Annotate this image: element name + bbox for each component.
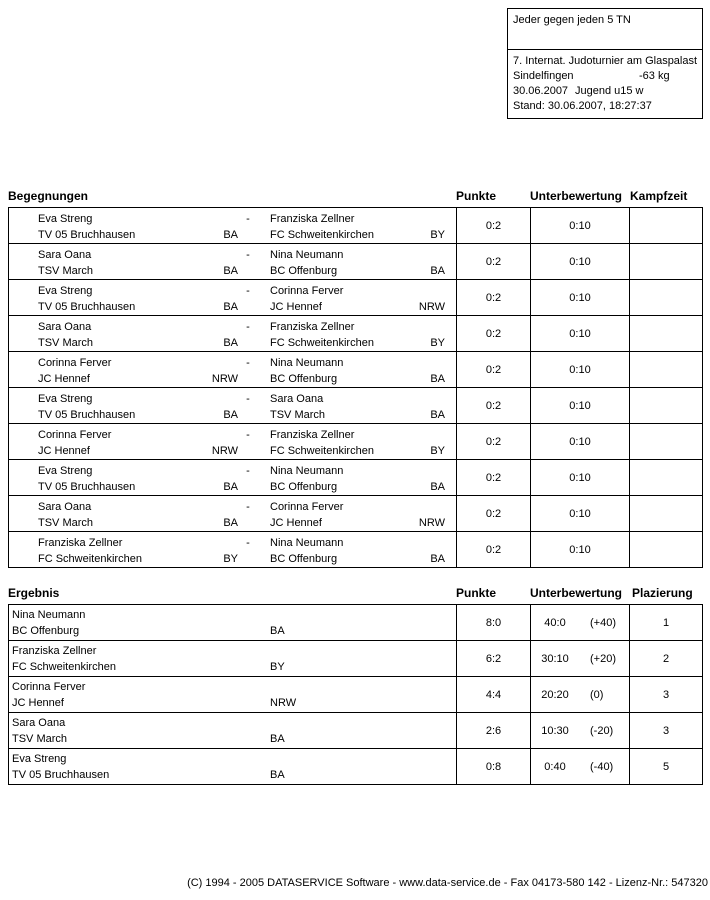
bout-fighters-cell xyxy=(9,388,456,423)
bout-punkte-cell xyxy=(456,352,530,387)
bout-punkte-cell xyxy=(456,496,530,531)
result-fighter-cell xyxy=(9,641,456,676)
result-plazierung-cell xyxy=(629,641,702,676)
fighter2-state: BA xyxy=(430,481,445,493)
result-punkte: 0:8 xyxy=(485,760,502,773)
bout-unterbewertung-cell xyxy=(530,532,629,567)
fighter1-state: BY xyxy=(223,553,238,565)
fighter1-state: BA xyxy=(223,481,238,493)
fighter1-club: TSV March xyxy=(38,265,94,277)
result-punkte-cell xyxy=(456,677,530,712)
fighter-name: Franziska Zellner xyxy=(12,645,97,657)
fighter2-name: Corinna Ferver xyxy=(270,501,344,513)
bout-kampfzeit-cell xyxy=(629,532,702,567)
tournament-name: 7. Internat. Judoturnier am Glaspalast xyxy=(513,55,698,67)
versus-separator: - xyxy=(246,249,250,261)
bout-unterbewertung: 0:10 xyxy=(569,399,591,412)
bout-punkte: 0:2 xyxy=(485,543,502,556)
bout-punkte: 0:2 xyxy=(485,219,502,232)
fighter1-name: Sara Oana xyxy=(38,321,92,333)
bout-unterbewertung: 0:10 xyxy=(569,363,591,376)
fighter1-club: TSV March xyxy=(38,517,94,529)
weight-class: -63 kg xyxy=(639,70,670,82)
col-header-plazierung: Plazierung xyxy=(632,586,693,600)
tournament-mode xyxy=(508,9,702,50)
versus-separator: - xyxy=(246,213,250,225)
fighter1-state: NRW xyxy=(211,373,238,385)
fighter2-name: Nina Neumann xyxy=(270,357,344,369)
bout-unterbewertung: 0:10 xyxy=(569,543,591,556)
fighter1-name: Eva Streng xyxy=(38,465,93,477)
fighter2-state: BA xyxy=(430,373,445,385)
result-unterbewertung: 0:40 xyxy=(544,761,566,773)
bout-punkte: 0:2 xyxy=(485,435,502,448)
bout-unterbewertung: 0:10 xyxy=(569,435,591,448)
fighter1-club: TV 05 Bruchhausen xyxy=(38,229,136,241)
result-wertung-delta: (-20) xyxy=(590,725,614,737)
result-fighter-cell xyxy=(9,713,456,748)
bout-fighters-cell xyxy=(9,532,456,567)
bout-unterbewertung: 0:10 xyxy=(569,219,591,232)
bout-punkte-cell xyxy=(456,208,530,243)
fighter1-name: Eva Streng xyxy=(38,213,93,225)
bout-unterbewertung-cell xyxy=(530,424,629,459)
fighter2-name: Nina Neumann xyxy=(270,249,344,261)
fighter1-state: BA xyxy=(223,337,238,349)
bout-kampfzeit-cell xyxy=(629,208,702,243)
bout-punkte: 0:2 xyxy=(485,291,502,304)
result-row xyxy=(9,713,702,749)
result-punkte: 8:0 xyxy=(485,616,502,629)
fighter2-club: BC Offenburg xyxy=(270,481,338,493)
begegnungen-table xyxy=(8,207,703,568)
fighter1-club: TV 05 Bruchhausen xyxy=(38,301,136,313)
result-plazierung: 3 xyxy=(662,724,670,737)
tournament-date: 30.06.2007 xyxy=(513,85,569,97)
fighter2-club: BC Offenburg xyxy=(270,373,338,385)
fighter2-state: BY xyxy=(430,445,445,457)
result-unterbewertung-cell xyxy=(530,605,629,640)
result-row xyxy=(9,641,702,677)
bout-kampfzeit-cell xyxy=(629,424,702,459)
fighter1-club: JC Hennef xyxy=(38,373,90,385)
fighter2-state: NRW xyxy=(418,517,445,529)
versus-separator: - xyxy=(246,321,250,333)
bout-kampfzeit-cell xyxy=(629,316,702,351)
fighter-club: TV 05 Bruchhausen xyxy=(12,769,110,781)
bout-unterbewertung-cell xyxy=(530,352,629,387)
bout-kampfzeit-cell xyxy=(629,496,702,531)
fighter2-club: JC Hennef xyxy=(270,301,322,313)
tournament-details xyxy=(508,50,702,118)
bout-row xyxy=(9,532,702,567)
col-header-punkte: Punkte xyxy=(456,189,497,203)
bout-row xyxy=(9,460,702,496)
bout-punkte-cell xyxy=(456,316,530,351)
versus-separator: - xyxy=(246,285,250,297)
bout-punkte-cell xyxy=(456,460,530,495)
result-plazierung-cell xyxy=(629,713,702,748)
fighter-state: NRW xyxy=(270,697,297,709)
result-plazierung: 5 xyxy=(662,760,670,773)
bout-row xyxy=(9,424,702,460)
versus-separator: - xyxy=(246,429,250,441)
result-punkte-cell xyxy=(456,749,530,784)
fighter2-name: Nina Neumann xyxy=(270,537,344,549)
report-timestamp: Stand: 30.06.2007, 18:27:37 xyxy=(513,100,652,112)
bout-kampfzeit-cell xyxy=(629,460,702,495)
fighter-name: Nina Neumann xyxy=(12,609,86,621)
col-header-punkte: Punkte xyxy=(456,586,497,600)
result-fighter-cell xyxy=(9,749,456,784)
result-punkte: 6:2 xyxy=(485,652,502,665)
ergebnis-table xyxy=(8,604,703,785)
result-row xyxy=(9,605,702,641)
fighter-state: BA xyxy=(270,625,285,637)
bout-fighters-cell xyxy=(9,460,456,495)
fighter1-state: BA xyxy=(223,517,238,529)
fighter2-club: TSV March xyxy=(270,409,326,421)
result-plazierung-cell xyxy=(629,677,702,712)
fighter1-state: NRW xyxy=(211,445,238,457)
result-wertung-delta: (0) xyxy=(590,689,604,701)
tournament-date-category xyxy=(513,84,702,99)
fighter2-club: JC Hennef xyxy=(270,517,322,529)
result-row xyxy=(9,677,702,713)
bout-unterbewertung-cell xyxy=(530,460,629,495)
fighter-name: Corinna Ferver xyxy=(12,681,86,693)
bout-row xyxy=(9,388,702,424)
begegnungen-header xyxy=(0,189,710,203)
bout-fighters-cell xyxy=(9,352,456,387)
fighter2-state: BA xyxy=(430,265,445,277)
result-wertung-delta: (-40) xyxy=(590,761,614,773)
bout-row xyxy=(9,496,702,532)
fighter2-club: FC Schweitenkirchen xyxy=(270,337,374,349)
fighter1-club: FC Schweitenkirchen xyxy=(38,553,142,565)
bout-kampfzeit-cell xyxy=(629,244,702,279)
result-punkte: 2:6 xyxy=(485,724,502,737)
result-wertung-delta: (+40) xyxy=(590,617,616,629)
bout-punkte-cell xyxy=(456,388,530,423)
result-fighter-cell xyxy=(9,677,456,712)
bout-punkte-cell xyxy=(456,532,530,567)
bout-fighters-cell xyxy=(9,280,456,315)
result-plazierung-cell xyxy=(629,749,702,784)
fighter2-name: Franziska Zellner xyxy=(270,321,355,333)
tournament-city-weight xyxy=(513,69,702,84)
col-header-unterbewertung: Unterbewertung xyxy=(530,586,623,600)
fighter2-state: BA xyxy=(430,409,445,421)
fighter-name: Sara Oana xyxy=(12,717,66,729)
fighter1-state: BA xyxy=(223,409,238,421)
result-row xyxy=(9,749,702,784)
result-unterbewertung: 30:10 xyxy=(541,653,569,665)
fighter1-name: Franziska Zellner xyxy=(38,537,123,549)
fighter-state: BA xyxy=(270,769,285,781)
result-plazierung-cell xyxy=(629,605,702,640)
bout-unterbewertung: 0:10 xyxy=(569,507,591,520)
bout-unterbewertung-cell xyxy=(530,388,629,423)
bout-fighters-cell xyxy=(9,424,456,459)
bout-unterbewertung-cell xyxy=(530,496,629,531)
bout-fighters-cell xyxy=(9,496,456,531)
fighter1-club: TV 05 Bruchhausen xyxy=(38,409,136,421)
fighter2-club: FC Schweitenkirchen xyxy=(270,229,374,241)
fighter-state: BY xyxy=(270,661,285,673)
bout-punkte: 0:2 xyxy=(485,399,502,412)
versus-separator: - xyxy=(246,357,250,369)
bout-unterbewertung-cell xyxy=(530,244,629,279)
fighter1-name: Corinna Ferver xyxy=(38,429,112,441)
fighter2-name: Franziska Zellner xyxy=(270,429,355,441)
result-unterbewertung: 20:20 xyxy=(541,689,569,701)
fighter1-state: BA xyxy=(223,301,238,313)
fighter2-state: BA xyxy=(430,553,445,565)
fighter2-name: Sara Oana xyxy=(270,393,324,405)
result-unterbewertung: 40:0 xyxy=(544,617,566,629)
fighter1-name: Sara Oana xyxy=(38,249,92,261)
fighter2-name: Franziska Zellner xyxy=(270,213,355,225)
bout-row xyxy=(9,316,702,352)
bout-unterbewertung: 0:10 xyxy=(569,255,591,268)
fighter2-club: BC Offenburg xyxy=(270,265,338,277)
ergebnis-title: Ergebnis xyxy=(8,586,60,600)
bout-unterbewertung: 0:10 xyxy=(569,291,591,304)
fighter-club: FC Schweitenkirchen xyxy=(12,661,116,673)
fighter1-club: TV 05 Bruchhausen xyxy=(38,481,136,493)
fighter2-name: Corinna Ferver xyxy=(270,285,344,297)
result-punkte-cell xyxy=(456,713,530,748)
fighter1-name: Sara Oana xyxy=(38,501,92,513)
bout-kampfzeit-cell xyxy=(629,388,702,423)
fighter2-club: BC Offenburg xyxy=(270,553,338,565)
bout-punkte-cell xyxy=(456,244,530,279)
result-fighter-cell xyxy=(9,605,456,640)
col-header-unterbewertung: Unterbewertung xyxy=(530,189,623,203)
fighter1-state: BA xyxy=(223,229,238,241)
bout-punkte: 0:2 xyxy=(485,363,502,376)
age-category: Jugend u15 w xyxy=(575,85,644,97)
bout-unterbewertung: 0:10 xyxy=(569,471,591,484)
col-header-kampfzeit: Kampfzeit xyxy=(630,189,688,203)
bout-punkte-cell xyxy=(456,280,530,315)
begegnungen-title: Begegnungen xyxy=(8,189,88,203)
bout-punkte: 0:2 xyxy=(485,255,502,268)
result-punkte: 4:4 xyxy=(485,688,502,701)
result-plazierung: 1 xyxy=(662,616,670,629)
result-plazierung: 2 xyxy=(662,652,670,665)
versus-separator: - xyxy=(246,537,250,549)
bout-row xyxy=(9,352,702,388)
fighter2-state: NRW xyxy=(418,301,445,313)
bout-row xyxy=(9,280,702,316)
bout-unterbewertung-cell xyxy=(530,208,629,243)
result-plazierung: 3 xyxy=(662,688,670,701)
fighter2-state: BY xyxy=(430,337,445,349)
fighter1-club: JC Hennef xyxy=(38,445,90,457)
result-unterbewertung-cell xyxy=(530,677,629,712)
result-unterbewertung: 10:30 xyxy=(541,725,569,737)
bout-row xyxy=(9,208,702,244)
ergebnis-header xyxy=(0,586,710,600)
bout-row xyxy=(9,244,702,280)
copyright-footer: (C) 1994 - 2005 DATASERVICE Software - www.data-service.de - Fax 04173-580 142 - Lizenz-Nr.: 547320 xyxy=(187,877,708,889)
result-unterbewertung-cell xyxy=(530,749,629,784)
fighter-state: BA xyxy=(270,733,285,745)
versus-separator: - xyxy=(246,501,250,513)
bout-fighters-cell xyxy=(9,208,456,243)
versus-separator: - xyxy=(246,393,250,405)
fighter-name: Eva Streng xyxy=(12,753,67,765)
bout-punkte-cell xyxy=(456,424,530,459)
fighter1-state: BA xyxy=(223,265,238,277)
bout-fighters-cell xyxy=(9,244,456,279)
result-punkte-cell xyxy=(456,605,530,640)
fighter2-state: BY xyxy=(430,229,445,241)
tournament-info-box xyxy=(507,8,703,119)
bout-kampfzeit-cell xyxy=(629,280,702,315)
fighter1-name: Eva Streng xyxy=(38,285,93,297)
fighter2-name: Nina Neumann xyxy=(270,465,344,477)
versus-separator: - xyxy=(246,465,250,477)
fighter-club: JC Hennef xyxy=(12,697,64,709)
fighter1-club: TSV March xyxy=(38,337,94,349)
result-unterbewertung-cell xyxy=(530,641,629,676)
mode-title: Jeder gegen jeden 5 TN xyxy=(513,14,631,26)
bout-kampfzeit-cell xyxy=(629,352,702,387)
fighter-club: BC Offenburg xyxy=(12,625,80,637)
bout-punkte: 0:2 xyxy=(485,471,502,484)
fighter2-club: FC Schweitenkirchen xyxy=(270,445,374,457)
bout-unterbewertung: 0:10 xyxy=(569,327,591,340)
bout-unterbewertung-cell xyxy=(530,280,629,315)
result-unterbewertung-cell xyxy=(530,713,629,748)
bout-unterbewertung-cell xyxy=(530,316,629,351)
fighter1-name: Corinna Ferver xyxy=(38,357,112,369)
result-punkte-cell xyxy=(456,641,530,676)
bout-punkte: 0:2 xyxy=(485,507,502,520)
fighter-club: TSV March xyxy=(12,733,68,745)
fighter1-name: Eva Streng xyxy=(38,393,93,405)
result-wertung-delta: (+20) xyxy=(590,653,616,665)
bout-fighters-cell xyxy=(9,316,456,351)
tournament-city: Sindelfingen xyxy=(513,70,574,82)
bout-punkte: 0:2 xyxy=(485,327,502,340)
